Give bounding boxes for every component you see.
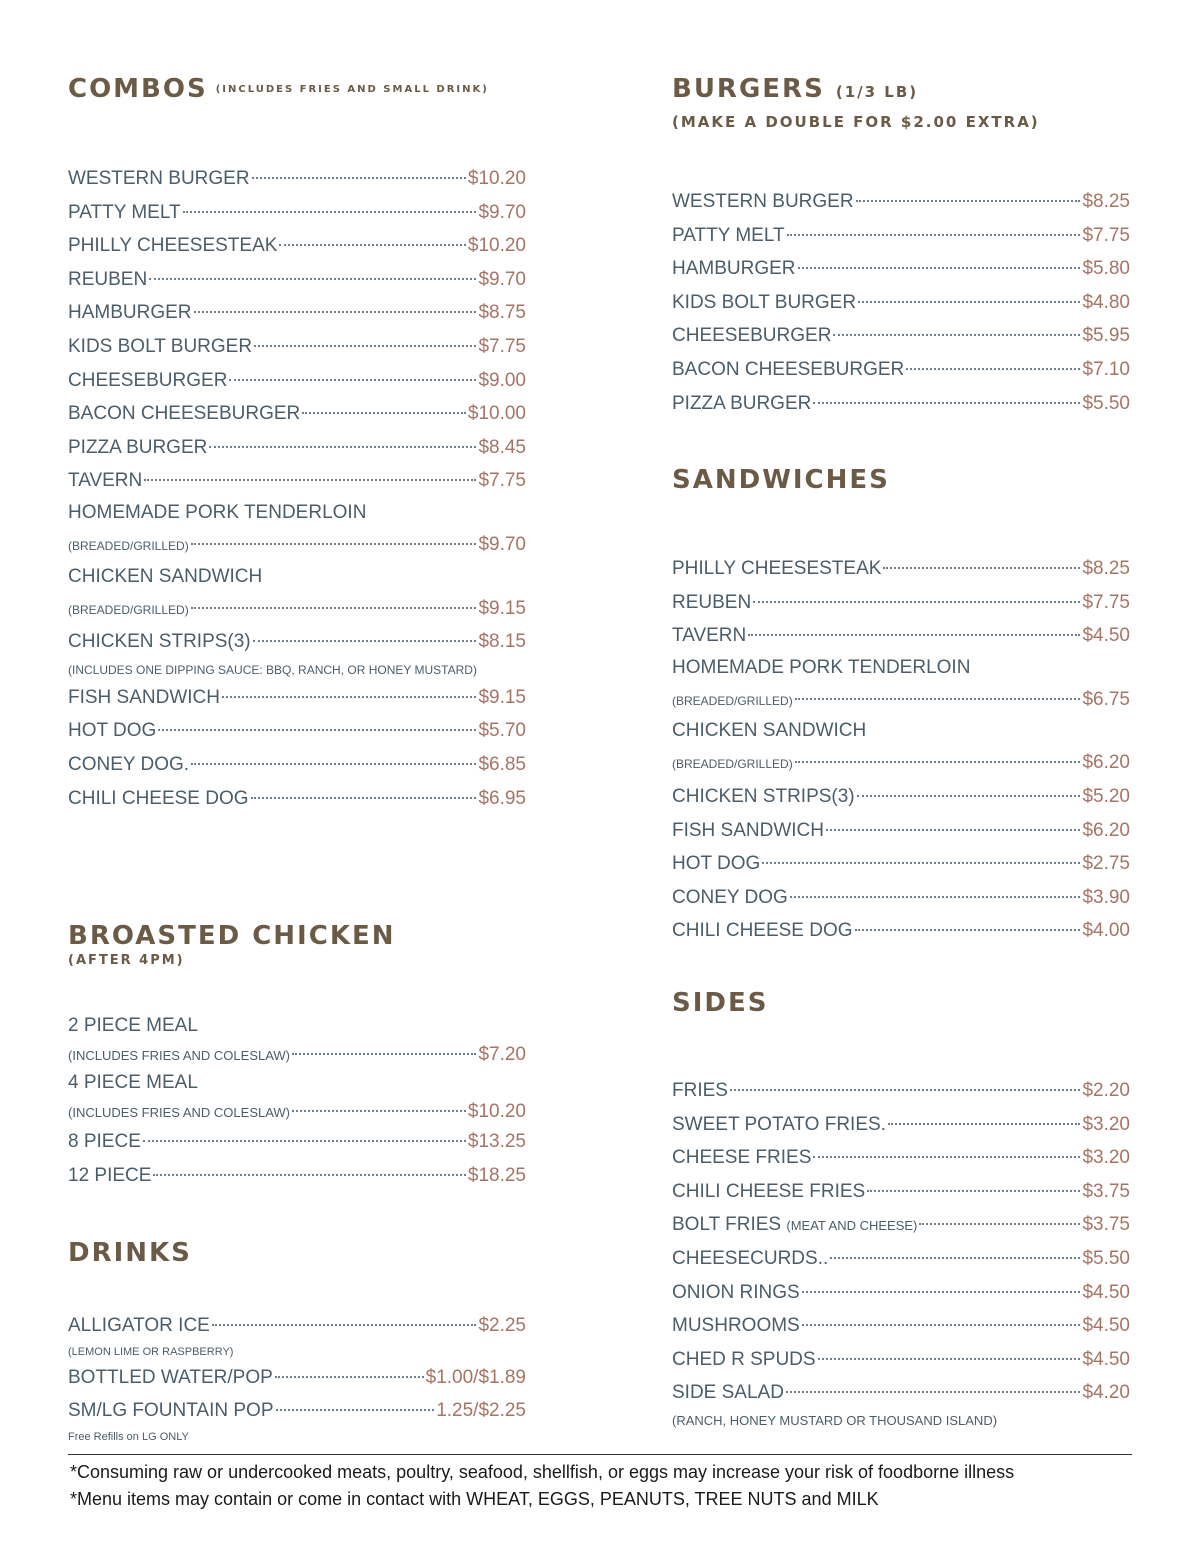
dot-leader <box>143 1140 466 1142</box>
menu-item <box>672 286 1130 320</box>
menu-item: (BREADED/GRILLED) $9.70 <box>68 528 526 562</box>
dot-leader <box>798 267 1081 269</box>
menu-item-price: $5.50 <box>1082 1247 1130 1269</box>
menu-item-name: TAVERN <box>672 625 747 647</box>
menu-item-price: $7.20 <box>478 1044 526 1065</box>
menu-item-price: $9.70 <box>478 268 526 290</box>
menu-item-price: $3.20 <box>1082 1113 1130 1135</box>
burgers-subtitle: (MAKE A DOUBLE FOR $2.00 EXTRA) <box>672 113 1040 131</box>
menu-item-name: CHEESE FRIES <box>672 1147 812 1169</box>
menu-item-name: BACON CHEESEBURGER <box>672 358 905 380</box>
dot-leader <box>252 177 466 179</box>
menu-item-name: WESTERN BURGER <box>672 191 854 212</box>
menu-item: (BREADED/GRILLED) $6.75 <box>672 683 1130 717</box>
menu-item-price: $6.85 <box>478 753 526 775</box>
menu-item <box>672 1242 1130 1276</box>
menu-item-price: $9.15 <box>478 686 526 708</box>
menu-item-name: SWEET POTATO FRIES. <box>672 1113 886 1135</box>
menu-item-label: 2 PIECE MEAL <box>68 1015 198 1036</box>
dot-leader <box>888 1123 1080 1125</box>
menu-item <box>672 814 1130 848</box>
menu-item <box>672 387 1130 421</box>
menu-item-price: $5.20 <box>1082 785 1130 807</box>
menu-item: BOTTLED WATER/POP $1.00/$1.89 <box>68 1361 526 1395</box>
dot-leader <box>833 334 1080 336</box>
menu-item <box>672 1074 1130 1108</box>
menu-item-price: $3.75 <box>1082 1214 1130 1236</box>
dot-leader <box>251 797 477 799</box>
menu-item-price: $7.75 <box>478 470 526 492</box>
menu-item-name: CHICKEN STRIPS(3) <box>672 785 855 807</box>
dot-leader <box>209 446 476 448</box>
menu-item-price: $6.20 <box>1082 752 1130 774</box>
menu-item <box>672 1108 1130 1142</box>
menu-item <box>68 330 526 364</box>
menu-item <box>68 364 526 398</box>
menu-item-name: PIZZA BURGER <box>672 392 812 414</box>
disclaimer-line: *Menu items may contain or come in contact with WHEAT, EGGS, PEANUTS, TREE NUTS and MILK <box>70 1489 879 1509</box>
menu-item-price: $3.20 <box>1082 1147 1130 1169</box>
menu-item <box>68 748 526 782</box>
menu-item: CHICKEN STRIPS(3) $8.15 <box>68 625 526 659</box>
menu-item-note: (LEMON LIME OR RASPBERRY) <box>68 1345 234 1358</box>
menu-item-name: PHILLY CHEESESTEAK <box>672 558 882 579</box>
menu-item-name: FISH SANDWICH <box>672 819 824 841</box>
menu-item <box>672 552 1130 586</box>
menu-item: ALLIGATOR ICE $2.25 <box>68 1309 526 1343</box>
menu-item <box>68 229 526 263</box>
dot-leader <box>279 244 465 246</box>
menu-item-price: $4.20 <box>1082 1382 1130 1404</box>
menu-item-name: CHILI CHEESE DOG <box>68 787 249 809</box>
menu-item-label: CHICKEN SANDWICH <box>672 720 867 742</box>
menu-item-price: $4.80 <box>1082 291 1130 313</box>
menu-item <box>672 586 1130 620</box>
menu-item-price: $7.75 <box>1082 591 1130 613</box>
dot-leader <box>222 696 476 698</box>
drinks-section <box>68 1238 526 1268</box>
menu-item-name: BACON CHEESEBURGER <box>68 403 301 425</box>
menu-item-name: MUSHROOMS <box>672 1315 800 1337</box>
menu-item <box>68 1159 526 1193</box>
menu-item-price: $8.75 <box>478 302 526 324</box>
menu-item <box>672 1175 1130 1209</box>
broasted-section <box>68 921 526 968</box>
sandwiches-title: SANDWICHES <box>672 465 890 495</box>
sandwiches-section <box>672 465 1130 495</box>
menu-item <box>68 431 526 465</box>
menu-item-name: TAVERN <box>68 470 143 492</box>
menu-item-note: (RANCH, HONEY MUSTARD OR THOUSAND ISLAND) <box>672 1412 998 1428</box>
combos-title: COMBOS (INCLUDES FRIES AND SMALL DRINK) <box>68 74 489 104</box>
menu-item-price: $5.50 <box>1082 392 1130 414</box>
dot-leader <box>802 1291 1081 1293</box>
drinks-title: DRINKS <box>68 1238 192 1268</box>
drinks-list <box>68 1309 526 1446</box>
dot-leader <box>856 200 1081 202</box>
dot-leader <box>149 278 476 280</box>
menu-item <box>672 319 1130 353</box>
dot-leader <box>229 379 476 381</box>
dot-leader <box>183 211 477 213</box>
dot-leader <box>790 896 1081 898</box>
menu-item <box>68 681 526 715</box>
menu-item-price: $8.15 <box>478 631 526 653</box>
disclaimer-line: *Consuming raw or undercooked meats, poultry, seafood, shellfish, or eggs may increase your risk of foodborne illness <box>70 1462 1015 1482</box>
menu-item-name: SIDE SALAD <box>672 1382 784 1404</box>
menu-item <box>68 263 526 297</box>
menu-item <box>68 714 526 748</box>
menu-item-name: PATTY MELT <box>68 201 181 223</box>
sides-section <box>672 988 1130 1018</box>
refill-note: Free Refills on LG ONLY <box>68 1430 189 1443</box>
menu-item-name: HOT DOG <box>68 720 157 742</box>
menu-item-name: PHILLY CHEESESTEAK <box>68 235 278 257</box>
dot-leader <box>826 829 1080 831</box>
burgers-list <box>672 185 1130 420</box>
menu-item-name: PIZZA BURGER <box>68 436 208 458</box>
menu-item-price: $9.00 <box>478 369 526 391</box>
menu-item-price: $9.70 <box>478 201 526 223</box>
combos-list <box>68 162 526 815</box>
menu-item-price: $13.25 <box>467 1131 526 1152</box>
menu-item-price: $4.50 <box>1082 625 1130 647</box>
menu-item-label: CHICKEN SANDWICH <box>68 565 263 587</box>
menu-item-price: $8.25 <box>1082 558 1130 579</box>
dot-leader <box>144 479 476 481</box>
dot-leader <box>813 1156 1080 1158</box>
burgers-title: BURGERS (1/3 LB) <box>672 74 919 104</box>
menu-item-label: 4 PIECE MEAL <box>68 1072 198 1093</box>
menu-item-price: $5.70 <box>478 720 526 742</box>
menu-item-price: $8.45 <box>478 436 526 458</box>
sides-title: SIDES <box>672 988 769 1018</box>
menu-item-name: HAMBURGER <box>672 258 796 280</box>
menu-item-name: CHEESEBURGER <box>672 325 832 347</box>
menu-item-price: $5.95 <box>1082 325 1130 347</box>
menu-item-price: $2.75 <box>1082 853 1130 875</box>
menu-item-name: 8 PIECE <box>68 1131 141 1152</box>
dot-leader <box>787 234 1081 236</box>
menu-item <box>672 1309 1130 1343</box>
menu-item-label: HOMEMADE PORK TENDERLOIN <box>68 501 367 523</box>
menu-item-name: REUBEN <box>672 591 752 613</box>
broasted-title: BROASTED CHICKEN <box>68 921 396 951</box>
menu-item-note: (INCLUDES ONE DIPPING SAUCE: BBQ, RANCH, OR HONEY MUSTARD) <box>68 662 477 677</box>
dot-leader <box>802 1324 1081 1326</box>
burgers-section <box>672 74 1130 131</box>
menu-item-name: HOT DOG <box>672 853 761 875</box>
menu-item-price: $10.20 <box>467 168 526 189</box>
menu-item <box>672 847 1130 881</box>
sandwiches-list <box>672 552 1130 948</box>
menu-item <box>672 185 1130 219</box>
menu-item <box>68 162 526 196</box>
dot-leader <box>830 1257 1080 1259</box>
footer-divider <box>68 1454 1132 1455</box>
menu-item-price: $7.75 <box>478 335 526 357</box>
menu-item-name: CHED R SPUDS <box>672 1348 816 1370</box>
menu-item <box>672 1376 1130 1410</box>
menu-item <box>68 296 526 330</box>
dot-leader <box>153 1174 465 1176</box>
menu-item-name: FRIES <box>672 1080 728 1101</box>
menu-item <box>672 780 1130 814</box>
menu-item: (BREADED/GRILLED) $9.15 <box>68 592 526 626</box>
menu-item <box>672 914 1130 948</box>
dot-leader <box>786 1391 1081 1393</box>
menu-item <box>68 196 526 230</box>
dot-leader <box>158 729 476 731</box>
menu-item-price: $18.25 <box>467 1164 526 1186</box>
menu-item <box>672 1343 1130 1377</box>
menu-item-price: $9.15 <box>478 597 526 619</box>
dot-leader <box>858 301 1080 303</box>
menu-item: SM/LG FOUNTAIN POP 1.25/$2.25 <box>68 1394 526 1428</box>
menu-item <box>68 1125 526 1159</box>
menu-item <box>672 353 1130 387</box>
dot-leader <box>867 1190 1080 1192</box>
menu-item-price: $2.25 <box>478 1315 526 1336</box>
menu-item-name: CHILI CHEESE FRIES <box>672 1180 866 1202</box>
menu-item-name: KIDS BOLT BURGER <box>672 291 857 313</box>
menu-item-price: $3.90 <box>1082 886 1130 908</box>
sides-list <box>672 1074 1130 1432</box>
broasted-subtitle: (AFTER 4PM) <box>68 953 185 968</box>
menu-item-price: $4.50 <box>1082 1315 1130 1337</box>
dot-leader <box>254 345 476 347</box>
dot-leader <box>730 1089 1081 1091</box>
dot-leader <box>748 634 1080 636</box>
dot-leader <box>906 368 1080 370</box>
menu-item-price: $4.50 <box>1082 1348 1130 1370</box>
menu-item-price: $7.75 <box>1082 224 1130 246</box>
menu-item: BOLT FRIES (MEAT AND CHEESE) $3.75 <box>672 1208 1130 1242</box>
menu-item-name: ONION RINGS <box>672 1281 800 1303</box>
menu-item-name: 12 PIECE <box>68 1164 152 1186</box>
broasted-list <box>68 1011 526 1192</box>
dot-leader <box>762 862 1080 864</box>
menu-item-name: HAMBURGER <box>68 302 192 324</box>
menu-item: (INCLUDES FRIES AND COLESLAW) $7.20 <box>68 1041 526 1068</box>
menu-item-price: $6.75 <box>1082 688 1130 710</box>
menu-item <box>672 881 1130 915</box>
menu-item-price: $8.25 <box>1082 191 1130 212</box>
menu-item-price: $10.20 <box>467 235 526 257</box>
menu-item-name: CHEESECURDS.. <box>672 1247 829 1269</box>
dot-leader <box>191 763 476 765</box>
menu-item-name: CHEESEBURGER <box>68 369 228 391</box>
menu-item-price: $10.20 <box>467 1101 526 1122</box>
menu-item: (BREADED/GRILLED) $6.20 <box>672 746 1130 780</box>
dot-leader <box>194 311 477 313</box>
menu-item <box>672 619 1130 653</box>
menu-item-price: $9.70 <box>478 533 526 555</box>
burgers-weight: (1/3 LB) <box>835 83 919 101</box>
menu-item <box>68 782 526 816</box>
menu-item-price: $10.00 <box>467 403 526 425</box>
menu-item-label: HOMEMADE PORK TENDERLOIN <box>672 656 971 678</box>
combos-note: (INCLUDES FRIES AND SMALL DRINK) <box>215 83 489 95</box>
menu-item-name: WESTERN BURGER <box>68 168 250 189</box>
menu-item-price: $7.10 <box>1082 358 1130 380</box>
menu-item-name: CONEY DOG <box>672 886 788 908</box>
dot-leader <box>818 1358 1081 1360</box>
menu-item-price: $4.00 <box>1082 920 1130 942</box>
menu-item-price: $1.00/$1.89 <box>425 1366 526 1388</box>
menu-item <box>672 219 1130 253</box>
menu-item-price: $3.75 <box>1082 1180 1130 1202</box>
dot-leader <box>855 929 1081 931</box>
menu-item <box>672 1141 1130 1175</box>
menu-item-price: $6.20 <box>1082 819 1130 841</box>
menu-item <box>672 1276 1130 1310</box>
menu-item-price: $2.20 <box>1082 1080 1130 1101</box>
menu-item-price: 1.25/$2.25 <box>436 1400 526 1422</box>
combos-section <box>68 74 526 105</box>
menu-item-name: CONEY DOG. <box>68 753 190 775</box>
menu-item-name: PATTY MELT <box>672 224 785 246</box>
menu-item-name: CHILI CHEESE DOG <box>672 920 853 942</box>
menu-item: (INCLUDES FRIES AND COLESLAW) $10.20 <box>68 1098 526 1125</box>
dot-leader <box>753 601 1080 603</box>
menu-item-name: KIDS BOLT BURGER <box>68 335 253 357</box>
dot-leader <box>883 567 1080 569</box>
menu-item <box>672 252 1130 286</box>
menu-item-price: $6.95 <box>478 787 526 809</box>
footer-disclaimer <box>70 1459 1150 1513</box>
menu-item <box>68 397 526 431</box>
menu-item-name: FISH SANDWICH <box>68 686 220 708</box>
menu-item <box>68 464 526 498</box>
dot-leader <box>302 412 466 414</box>
menu-item-price: $5.80 <box>1082 258 1130 280</box>
menu-item-name: REUBEN <box>68 268 148 290</box>
dot-leader <box>857 795 1081 797</box>
dot-leader <box>813 402 1080 404</box>
menu-item-price: $4.50 <box>1082 1281 1130 1303</box>
